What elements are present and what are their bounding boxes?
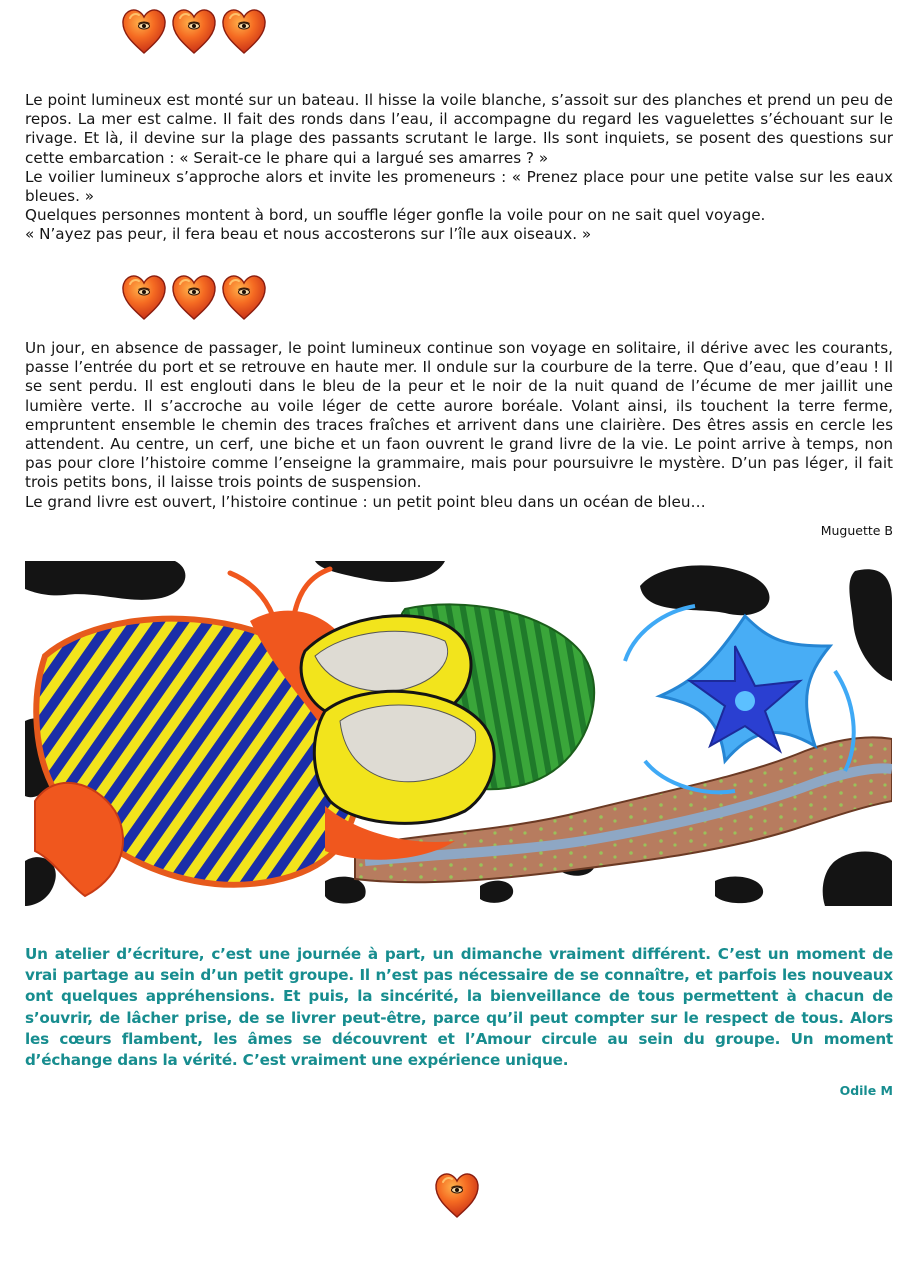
testimonial-signature: Odile M (839, 1083, 893, 1098)
heart-eye-icon (220, 6, 268, 56)
author-signature: Muguette B (820, 523, 893, 538)
heart-row-bottom (433, 1170, 481, 1220)
heart-row-middle (120, 272, 268, 322)
heart-row-top (120, 6, 268, 56)
paragraph: Le grand livre est ouvert, l’histoire continue : un petit point bleu dans un océan de bleu… (25, 492, 706, 511)
paragraph: Le voilier lumineux s’approche alors et invite les promeneurs : « Prenez place pour une petite valse sur les eaux bleues. » (25, 167, 893, 206)
heart-eye-icon (120, 272, 168, 322)
heart-eye-icon (220, 272, 268, 322)
paragraph: Le point lumineux est monté sur un bateau. Il hisse la voile blanche, s’assoit sur des planches et prend un peu de repos. La mer est calme. Il fait des ronds dans l’eau, il accompagne du regard les vaguelettes s’échouant sur le rivage. Et là, il devine sur la plage des passants scrutant le large. Ils sont inquiets, se posent des questions sur cette embarcation : « Serait-ce le phare qui a largué ses amarres ? » (25, 91, 893, 167)
testimonial-text: Un atelier d’écriture, c’est une journée à part, un dimanche vraiment différent. C’est un moment de vrai partage au sein d’un petit groupe. Il n’est pas nécessaire de se connaître, et parfois les nouveaux ont quelques appréhensions. Et puis, la sincérité, la bienveillance de tous permettent à chacun de s’ouvrir, de lâcher prise, de se livrer peut-être, parce qu’il peut compter sur le respect de tous. Alors les cœurs flambent, les âmes se découvrent et l’Amour circule au sein du groupe. Un moment d’échange dans la vérité. C’est vraiment une expérience unique. (25, 945, 893, 1070)
story-part-two (25, 339, 893, 512)
paragraph: Un jour, en absence de passager, le point lumineux continue son voyage en solitaire, il dérive avec les courants, passe l’entrée du port et se retrouve en haute mer. Il ondule sur la courbure de la terre. Que d’eau, que d’eau ! Il se sent perdu. Il est englouti dans le bleu de la peur et le noir de la nuit quand de l’écume de mer jaillit une lumière verte. Il s’accroche au voile léger de cette aurore boréale. Volant ainsi, ils touchent la terre ferme, empruntent ensemble le chemin des traces fraîches et arrivent dans une clairière. Des êtres assis en cercle les attendent. Au centre, un cerf, une biche et un faon ouvrent le grand livre de la vie. Le point arrive à temps, non pas pour clore l’histoire comme l’enseigne la grammaire, mais pour poursuivre le mystère. D’un pas léger, il fait trois petits bons, il laisse trois points de suspension. (25, 339, 893, 492)
heart-eye-icon (120, 6, 168, 56)
heart-eye-icon (170, 272, 218, 322)
heart-eye-icon (170, 6, 218, 56)
story-part-one (25, 91, 893, 245)
paragraph: « N’ayez pas peur, il fera beau et nous accosterons sur l’île aux oiseaux. » (25, 225, 592, 244)
illustration-artwork (25, 561, 892, 906)
paragraph: Quelques personnes montent à bord, un souffle léger gonfle la voile pour on ne sait quel voyage. (25, 206, 766, 225)
heart-eye-icon (433, 1170, 481, 1220)
